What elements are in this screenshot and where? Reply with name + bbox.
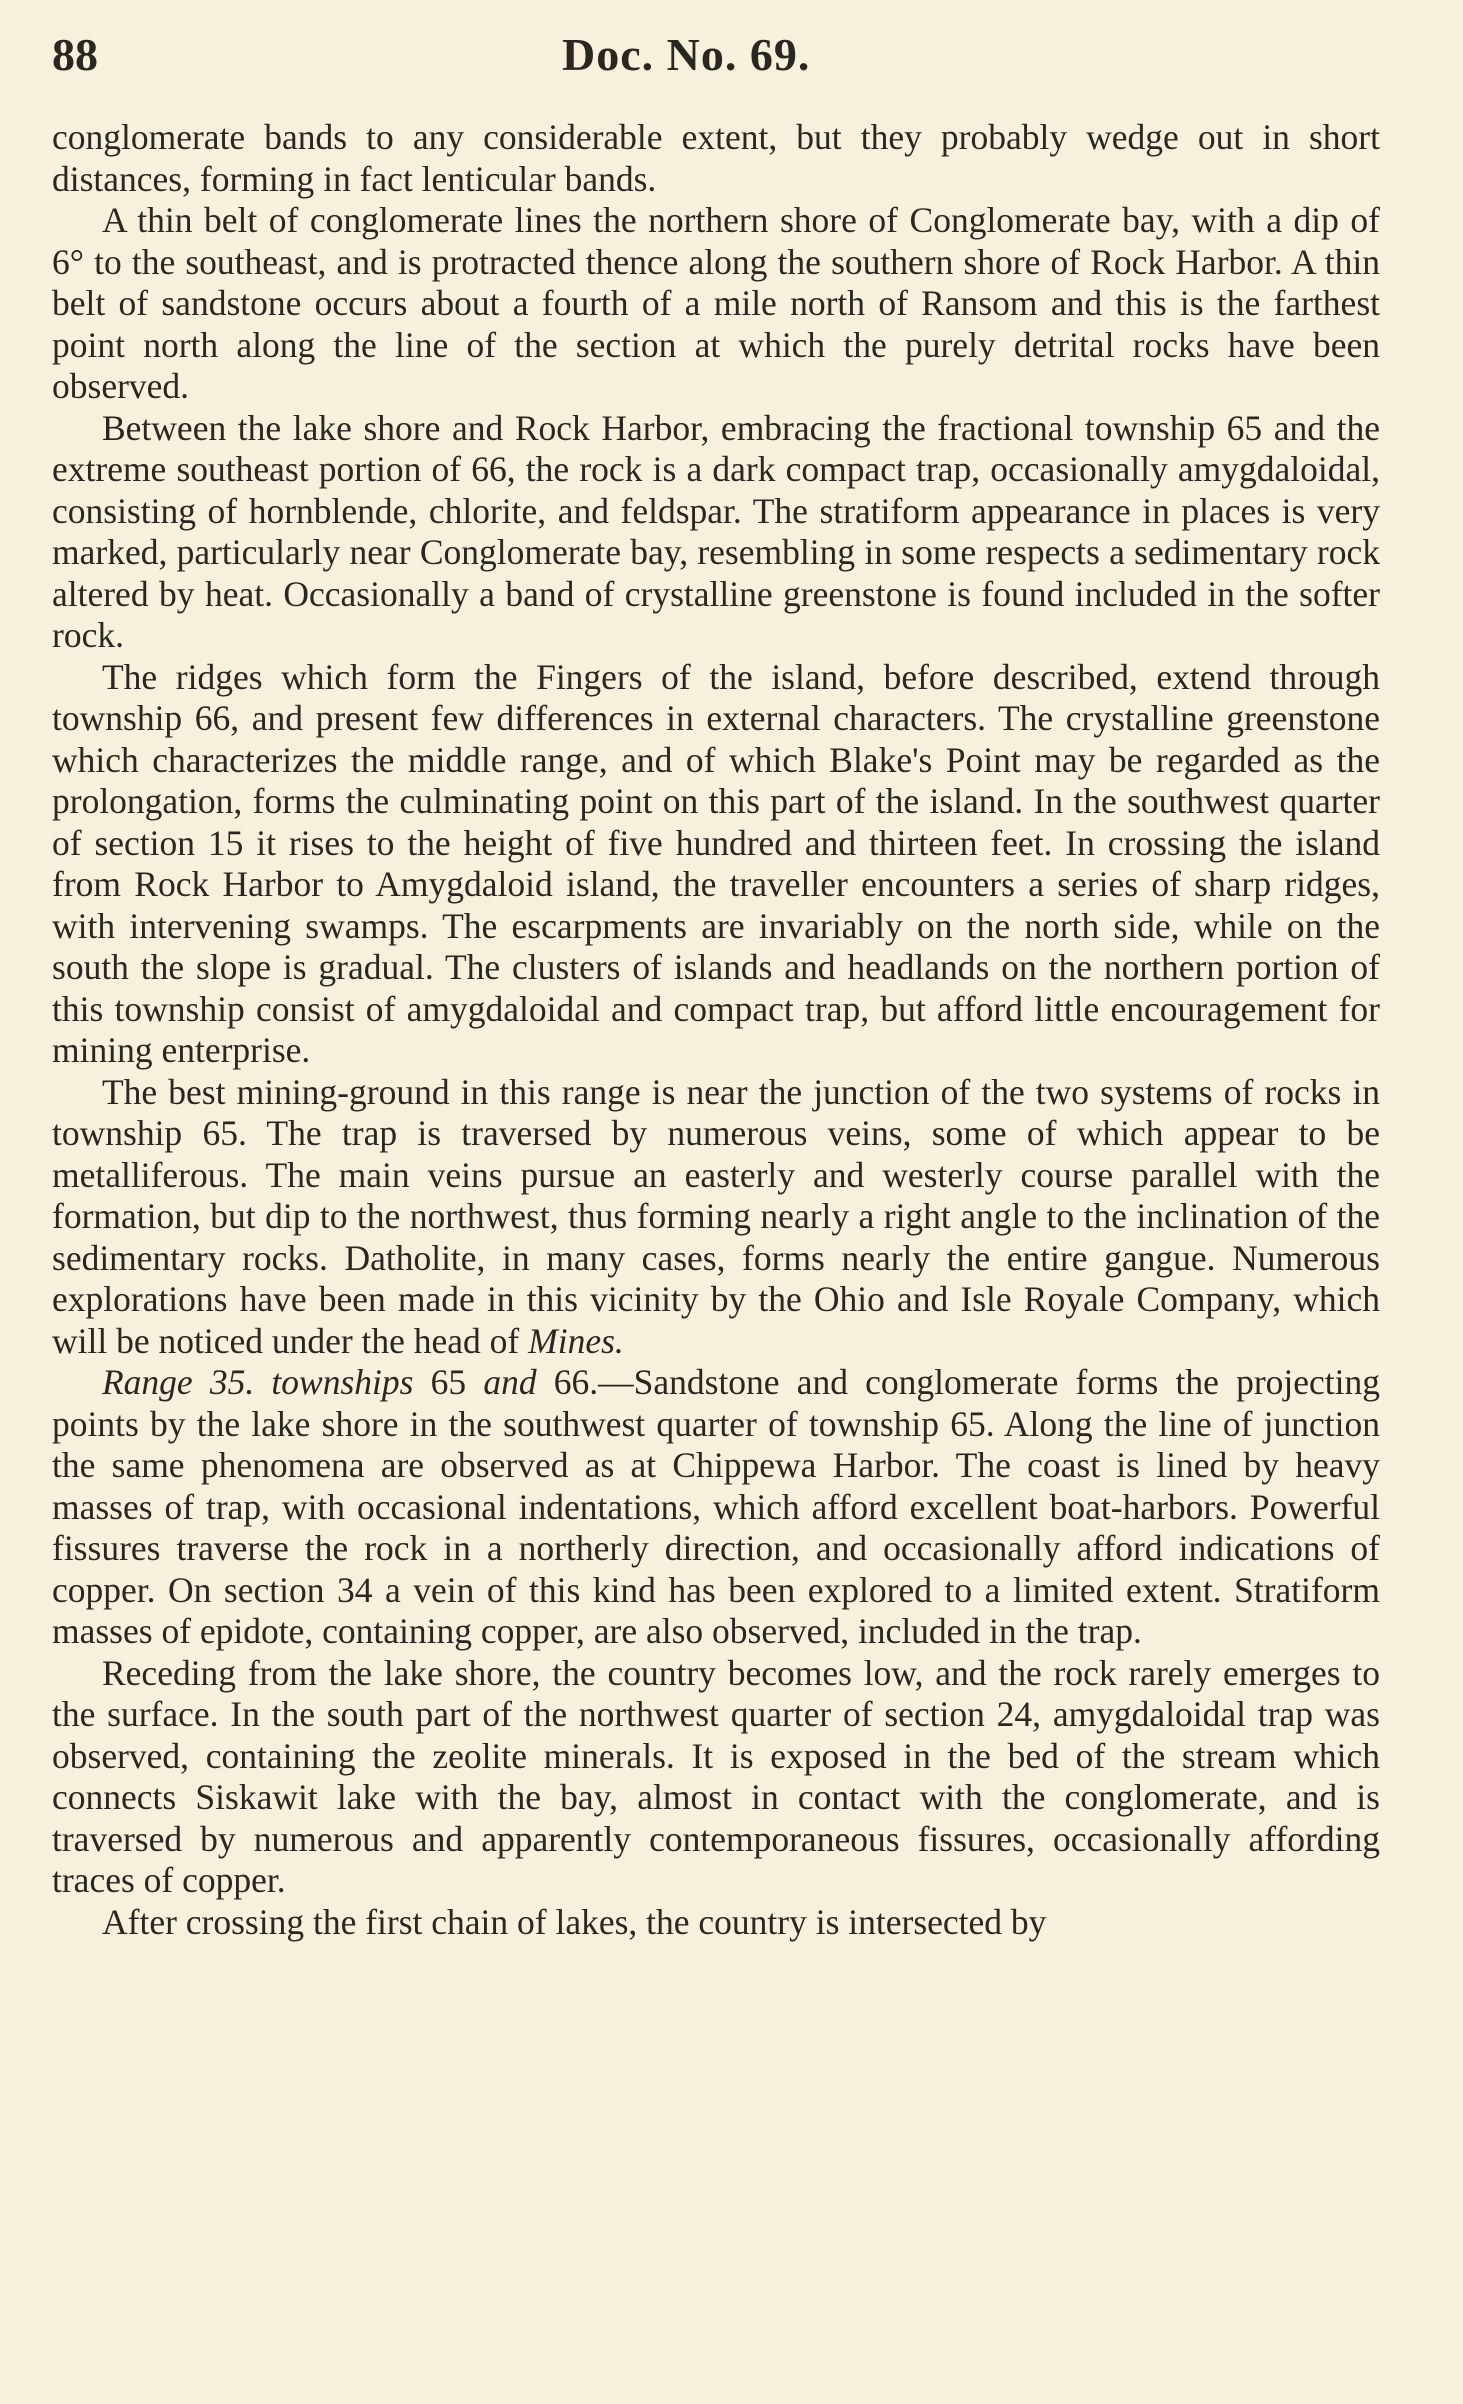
paragraph-6 <box>52 1362 1380 1653</box>
paragraph-5-italic: Mines. <box>528 1320 624 1361</box>
paragraph-7: Receding from the lake shore, the country becomes low, and the rock rarely emerges to the surface. In the south part of the northwest quarter of section 24, amygdaloidal trap was observed, containing the zeolite minerals. It is exposed in the bed of the stream which connects Siskawit lake with the bay, almost in contact with the conglomerate, and is traversed by numerous and apparently contemporaneous fissures, occasionally affording traces of copper. <box>52 1652 1380 1900</box>
paragraph-5 <box>52 1072 1380 1363</box>
paragraph-1: conglomerate bands to any considerable extent, but they probably wedge out in short distances, forming in fact lenticular bands. <box>52 117 1380 199</box>
paragraph-4: The ridges which form the Fingers of the island, before described, extend through township 66, and present few differences in external characters. The crystalline greenstone which characterizes the middle range, and of which Blake's Point may be regarded as the prolongation, forms the culminating point on this part of the island. In the southwest quarter of section 15 it rises to the height of five hundred and thirteen feet. In crossing the island from Rock Harbor to Amygdaloid island, the traveller encounters a series of sharp ridges, with intervening swamps. The escarpments are invariably on the north side, while on the south the slope is gradual. The clusters of islands and headlands on the northern portion of this township consist of amygdaloidal and compact trap, but afford little encouragement for mining enterprise. <box>52 656 1380 1070</box>
paragraph-5-text: The best mining-ground in this range is near the junction of the two systems of rocks in township 65. The trap is traversed by numerous veins, some of which appear to be metalliferous. The main veins pursue an easterly and westerly course parallel with the formation, but dip to the northwest, thus forming nearly a right angle to the inclination of the sedimentary rocks. Datholite, in many cases, forms nearly the entire gangue. Numerous explorations have been made in this vicinity by the Ohio and Isle Royale Company, which will be noticed under the head of <box>52 1071 1380 1361</box>
page-number: 88 <box>52 29 98 80</box>
paragraph-6-and: and <box>483 1362 537 1402</box>
paragraph-6-text: 66.—Sandstone and conglomerate forms the projecting points by the lake shore in the southwest quarter of township 65. Along the line of junction the same phenomena are observed as at Chippewa Harbor. The coast is lined by heavy masses of trap, with occasional indentations, which afford excellent boat-harbors. Powerful fissures traverse the rock in a northerly direction, and occasionally afford indications of copper. On section 34 a vein of this kind has been explored to a limited extent. Stratiform masses of epidote, containing copper, are also observed, included in the trap. <box>52 1362 1381 1651</box>
paragraph-8: After crossing the first chain of lakes, the country is intersected by <box>102 1901 1047 1942</box>
body-text <box>52 117 1380 1943</box>
paragraph-6-mid: 65 <box>413 1362 484 1402</box>
paragraph-3: Between the lake shore and Rock Harbor, embracing the fractional township 65 and the extreme southeast portion of 66, the rock is a dark compact trap, occasionally amygdaloidal, consisting of hornblende, chlorite, and feldspar. The stratiform appearance in places is very marked, particularly near Conglomerate bay, resembling in some respects a sedimentary rock altered by heat. Occasionally a band of crystalline greenstone is found included in the softer rock. <box>52 407 1380 655</box>
page-header <box>52 28 1382 88</box>
running-head: Doc. No. 69. <box>562 29 811 80</box>
paragraph-6-heading: Range 35. townships <box>102 1362 414 1402</box>
paragraph-2: A thin belt of conglomerate lines the northern shore of Conglomerate bay, with a dip of 6° to the southeast, and is protracted thence along the southern shore of Rock Harbor. A thin belt of sandstone occurs about a fourth of a mile north of Ransom and this is the farthest point north along the line of the section at which the purely detrital rocks have been observed. <box>52 200 1380 406</box>
